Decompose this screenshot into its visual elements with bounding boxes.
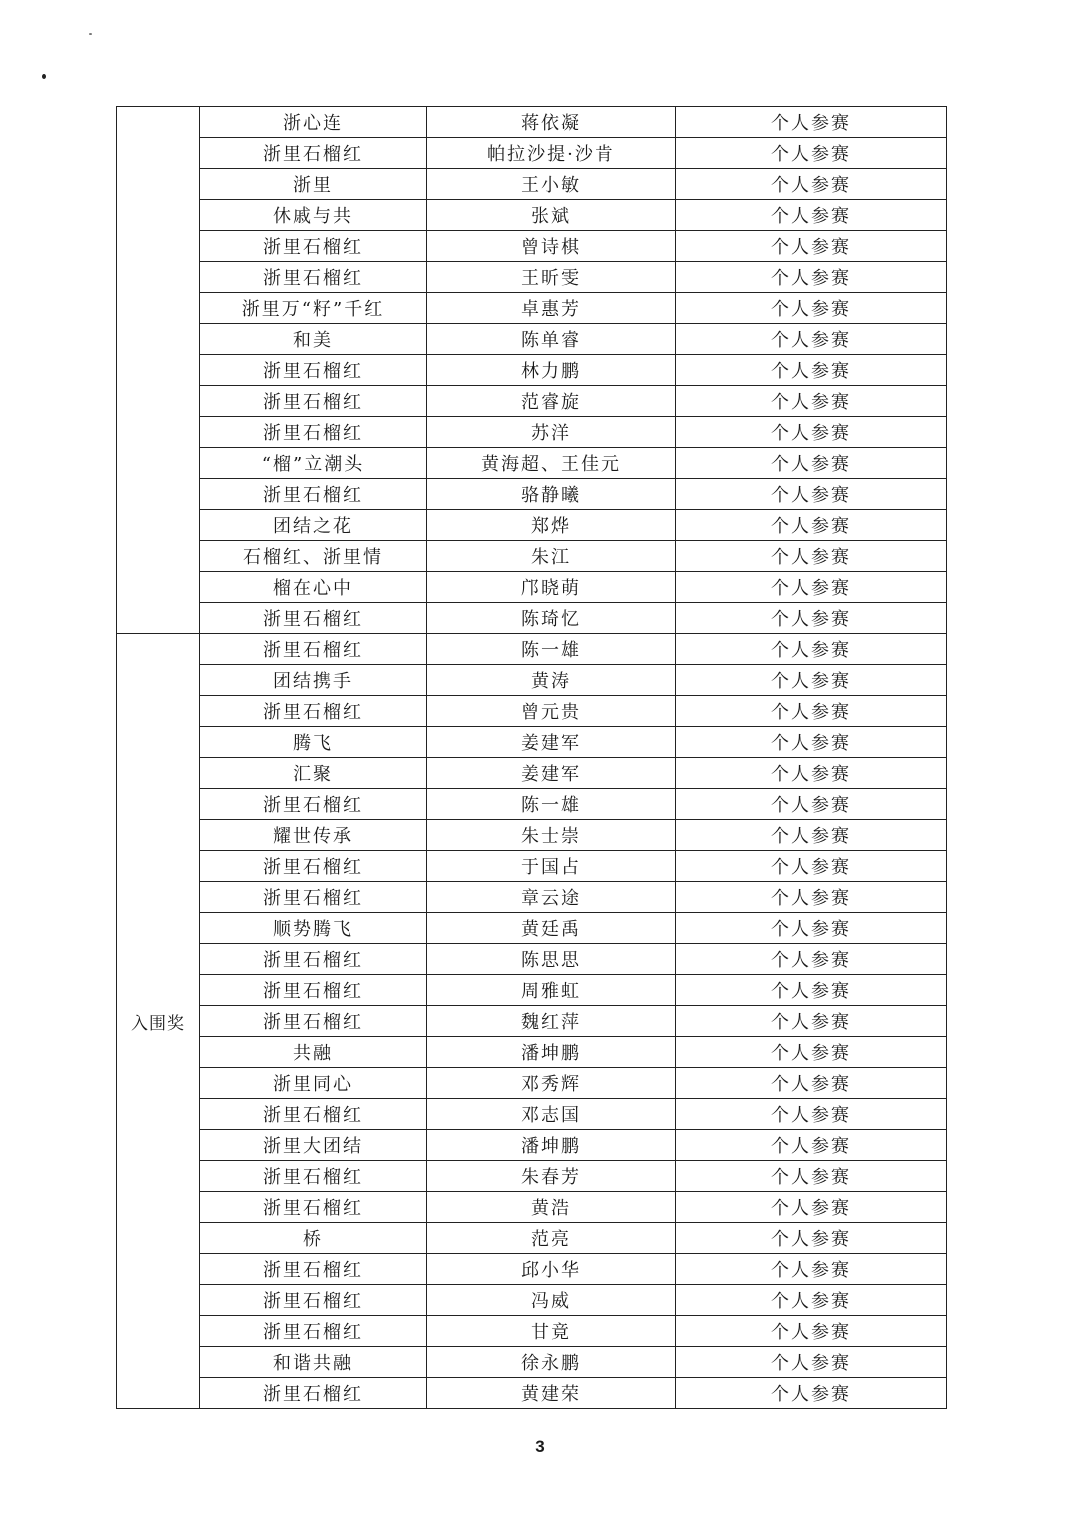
entry-type-cell: 个人参赛 <box>676 851 947 882</box>
author-cell: 卓惠芳 <box>427 293 676 324</box>
work-title-cell: 浙里石榴红 <box>200 1099 427 1130</box>
author-cell: 朱江 <box>427 541 676 572</box>
work-title-cell: 团结携手 <box>200 665 427 696</box>
work-title-cell: 浙心连 <box>200 107 427 138</box>
table-row <box>117 1068 947 1099</box>
entry-type-cell: 个人参赛 <box>676 727 947 758</box>
entry-type-cell: 个人参赛 <box>676 1223 947 1254</box>
work-title-cell: 浙里石榴红 <box>200 1285 427 1316</box>
entry-type-cell: 个人参赛 <box>676 107 947 138</box>
author-cell: 曾元贵 <box>427 696 676 727</box>
award-category-cell <box>117 107 200 634</box>
entry-type-cell: 个人参赛 <box>676 1130 947 1161</box>
entry-type-cell: 个人参赛 <box>676 1037 947 1068</box>
awards-table <box>116 106 947 1409</box>
entry-type-cell: 个人参赛 <box>676 789 947 820</box>
page-number: 3 <box>535 1437 545 1456</box>
work-title-cell: 腾飞 <box>200 727 427 758</box>
table-row <box>117 1192 947 1223</box>
author-cell: 帕拉沙提·沙肯 <box>427 138 676 169</box>
work-title-cell: 浙里石榴红 <box>200 1161 427 1192</box>
author-cell: 黄建荣 <box>427 1378 676 1409</box>
table-row <box>117 231 947 262</box>
entry-type-cell: 个人参赛 <box>676 386 947 417</box>
author-cell: 冯威 <box>427 1285 676 1316</box>
author-cell: 邱小华 <box>427 1254 676 1285</box>
table-row <box>117 510 947 541</box>
table-row <box>117 789 947 820</box>
entry-type-cell: 个人参赛 <box>676 262 947 293</box>
entry-type-cell: 个人参赛 <box>676 1347 947 1378</box>
author-cell: 蒋依凝 <box>427 107 676 138</box>
work-title-cell: 浙里石榴红 <box>200 634 427 665</box>
author-cell: 朱士崇 <box>427 820 676 851</box>
table-row <box>117 913 947 944</box>
table-row <box>117 882 947 913</box>
work-title-cell: 浙里石榴红 <box>200 882 427 913</box>
author-cell: 陈思思 <box>427 944 676 975</box>
author-cell: 魏红萍 <box>427 1006 676 1037</box>
work-title-cell: 浙里石榴红 <box>200 1192 427 1223</box>
entry-type-cell: 个人参赛 <box>676 231 947 262</box>
entry-type-cell: 个人参赛 <box>676 913 947 944</box>
entry-type-cell: 个人参赛 <box>676 324 947 355</box>
table-row <box>117 975 947 1006</box>
table-row <box>117 200 947 231</box>
table-row <box>117 1099 947 1130</box>
author-cell: 黄涛 <box>427 665 676 696</box>
author-cell: 王昕雯 <box>427 262 676 293</box>
table-row <box>117 1223 947 1254</box>
entry-type-cell: 个人参赛 <box>676 1285 947 1316</box>
author-cell: 甘竟 <box>427 1316 676 1347</box>
scan-speck <box>42 74 46 79</box>
work-title-cell: 耀世传承 <box>200 820 427 851</box>
table-row <box>117 727 947 758</box>
entry-type-cell: 个人参赛 <box>676 1068 947 1099</box>
author-cell: 邓志国 <box>427 1099 676 1130</box>
work-title-cell: 浙里石榴红 <box>200 1006 427 1037</box>
work-title-cell: 共融 <box>200 1037 427 1068</box>
entry-type-cell: 个人参赛 <box>676 634 947 665</box>
entry-type-cell: 个人参赛 <box>676 696 947 727</box>
entry-type-cell: 个人参赛 <box>676 448 947 479</box>
author-cell: 范睿旋 <box>427 386 676 417</box>
author-cell: 王小敏 <box>427 169 676 200</box>
author-cell: 潘坤鹏 <box>427 1130 676 1161</box>
entry-type-cell: 个人参赛 <box>676 603 947 634</box>
work-title-cell: 浙里石榴红 <box>200 1316 427 1347</box>
award-category-cell: 入围奖 <box>117 634 200 1409</box>
entry-type-cell: 个人参赛 <box>676 417 947 448</box>
entry-type-cell: 个人参赛 <box>676 293 947 324</box>
table-row <box>117 1161 947 1192</box>
author-cell: 朱春芳 <box>427 1161 676 1192</box>
author-cell: 张斌 <box>427 200 676 231</box>
table-row <box>117 293 947 324</box>
entry-type-cell: 个人参赛 <box>676 200 947 231</box>
author-cell: 骆静曦 <box>427 479 676 510</box>
author-cell: 邝晓萌 <box>427 572 676 603</box>
entry-type-cell: 个人参赛 <box>676 510 947 541</box>
author-cell: 范亮 <box>427 1223 676 1254</box>
entry-type-cell: 个人参赛 <box>676 1099 947 1130</box>
work-title-cell: 团结之花 <box>200 510 427 541</box>
table-row <box>117 665 947 696</box>
entry-type-cell: 个人参赛 <box>676 882 947 913</box>
table-row <box>117 758 947 789</box>
work-title-cell: 浙里石榴红 <box>200 696 427 727</box>
table-row <box>117 355 947 386</box>
work-title-cell: 浙里 <box>200 169 427 200</box>
work-title-cell: 浙里石榴红 <box>200 138 427 169</box>
work-title-cell: 浙里石榴红 <box>200 944 427 975</box>
entry-type-cell: 个人参赛 <box>676 665 947 696</box>
work-title-cell: 浙里万“籽”千红 <box>200 293 427 324</box>
scan-speck <box>89 33 92 35</box>
author-cell: 潘坤鹏 <box>427 1037 676 1068</box>
table-row <box>117 138 947 169</box>
table-row <box>117 541 947 572</box>
work-title-cell: 浙里石榴红 <box>200 1254 427 1285</box>
table-row <box>117 603 947 634</box>
work-title-cell: 浙里石榴红 <box>200 851 427 882</box>
table-row <box>117 944 947 975</box>
author-cell: 陈一雄 <box>427 789 676 820</box>
work-title-cell: 浙里石榴红 <box>200 789 427 820</box>
work-title-cell: 汇聚 <box>200 758 427 789</box>
work-title-cell: 顺势腾飞 <box>200 913 427 944</box>
entry-type-cell: 个人参赛 <box>676 1316 947 1347</box>
entry-type-cell: 个人参赛 <box>676 975 947 1006</box>
table-row <box>117 448 947 479</box>
work-title-cell: 榴在心中 <box>200 572 427 603</box>
author-cell: 姜建军 <box>427 758 676 789</box>
table-row <box>117 386 947 417</box>
table-row <box>117 107 947 138</box>
table-row <box>117 634 947 665</box>
author-cell: 陈一雄 <box>427 634 676 665</box>
entry-type-cell: 个人参赛 <box>676 355 947 386</box>
work-title-cell: 石榴红、浙里情 <box>200 541 427 572</box>
author-cell: 黄廷禹 <box>427 913 676 944</box>
entry-type-cell: 个人参赛 <box>676 1161 947 1192</box>
table-row <box>117 1130 947 1161</box>
author-cell: 徐永鹏 <box>427 1347 676 1378</box>
table-row <box>117 417 947 448</box>
work-title-cell: 浙里石榴红 <box>200 355 427 386</box>
entry-type-cell: 个人参赛 <box>676 1192 947 1223</box>
entry-type-cell: 个人参赛 <box>676 944 947 975</box>
author-cell: 郑烨 <box>427 510 676 541</box>
work-title-cell: “榴”立潮头 <box>200 448 427 479</box>
work-title-cell: 浙里石榴红 <box>200 386 427 417</box>
work-title-cell: 浙里石榴红 <box>200 479 427 510</box>
author-cell: 陈琦忆 <box>427 603 676 634</box>
table-row <box>117 169 947 200</box>
work-title-cell: 浙里石榴红 <box>200 975 427 1006</box>
table-row <box>117 1285 947 1316</box>
work-title-cell: 和谐共融 <box>200 1347 427 1378</box>
entry-type-cell: 个人参赛 <box>676 1006 947 1037</box>
table-row <box>117 820 947 851</box>
entry-type-cell: 个人参赛 <box>676 1254 947 1285</box>
entry-type-cell: 个人参赛 <box>676 1378 947 1409</box>
table-row <box>117 324 947 355</box>
table-row <box>117 572 947 603</box>
work-title-cell: 浙里石榴红 <box>200 417 427 448</box>
table-row <box>117 1378 947 1409</box>
author-cell: 章云途 <box>427 882 676 913</box>
author-cell: 陈单睿 <box>427 324 676 355</box>
work-title-cell: 浙里同心 <box>200 1068 427 1099</box>
table-row <box>117 479 947 510</box>
author-cell: 邓秀辉 <box>427 1068 676 1099</box>
work-title-cell: 休戚与共 <box>200 200 427 231</box>
author-cell: 于国占 <box>427 851 676 882</box>
entry-type-cell: 个人参赛 <box>676 820 947 851</box>
work-title-cell: 桥 <box>200 1223 427 1254</box>
table-row <box>117 851 947 882</box>
entry-type-cell: 个人参赛 <box>676 758 947 789</box>
work-title-cell: 浙里石榴红 <box>200 1378 427 1409</box>
work-title-cell: 和美 <box>200 324 427 355</box>
author-cell: 黄海超、王佳元 <box>427 448 676 479</box>
entry-type-cell: 个人参赛 <box>676 541 947 572</box>
author-cell: 苏洋 <box>427 417 676 448</box>
entry-type-cell: 个人参赛 <box>676 479 947 510</box>
table-row <box>117 262 947 293</box>
author-cell: 黄浩 <box>427 1192 676 1223</box>
table-row <box>117 1006 947 1037</box>
table-row <box>117 1037 947 1068</box>
work-title-cell: 浙里石榴红 <box>200 262 427 293</box>
entry-type-cell: 个人参赛 <box>676 572 947 603</box>
table-row <box>117 1347 947 1378</box>
author-cell: 林力鹏 <box>427 355 676 386</box>
work-title-cell: 浙里石榴红 <box>200 231 427 262</box>
awards-table-body <box>117 107 947 1409</box>
author-cell: 周雅虹 <box>427 975 676 1006</box>
entry-type-cell: 个人参赛 <box>676 169 947 200</box>
work-title-cell: 浙里大团结 <box>200 1130 427 1161</box>
author-cell: 姜建军 <box>427 727 676 758</box>
author-cell: 曾诗棋 <box>427 231 676 262</box>
entry-type-cell: 个人参赛 <box>676 138 947 169</box>
table-row <box>117 1254 947 1285</box>
table-row <box>117 1316 947 1347</box>
table-row <box>117 696 947 727</box>
work-title-cell: 浙里石榴红 <box>200 603 427 634</box>
